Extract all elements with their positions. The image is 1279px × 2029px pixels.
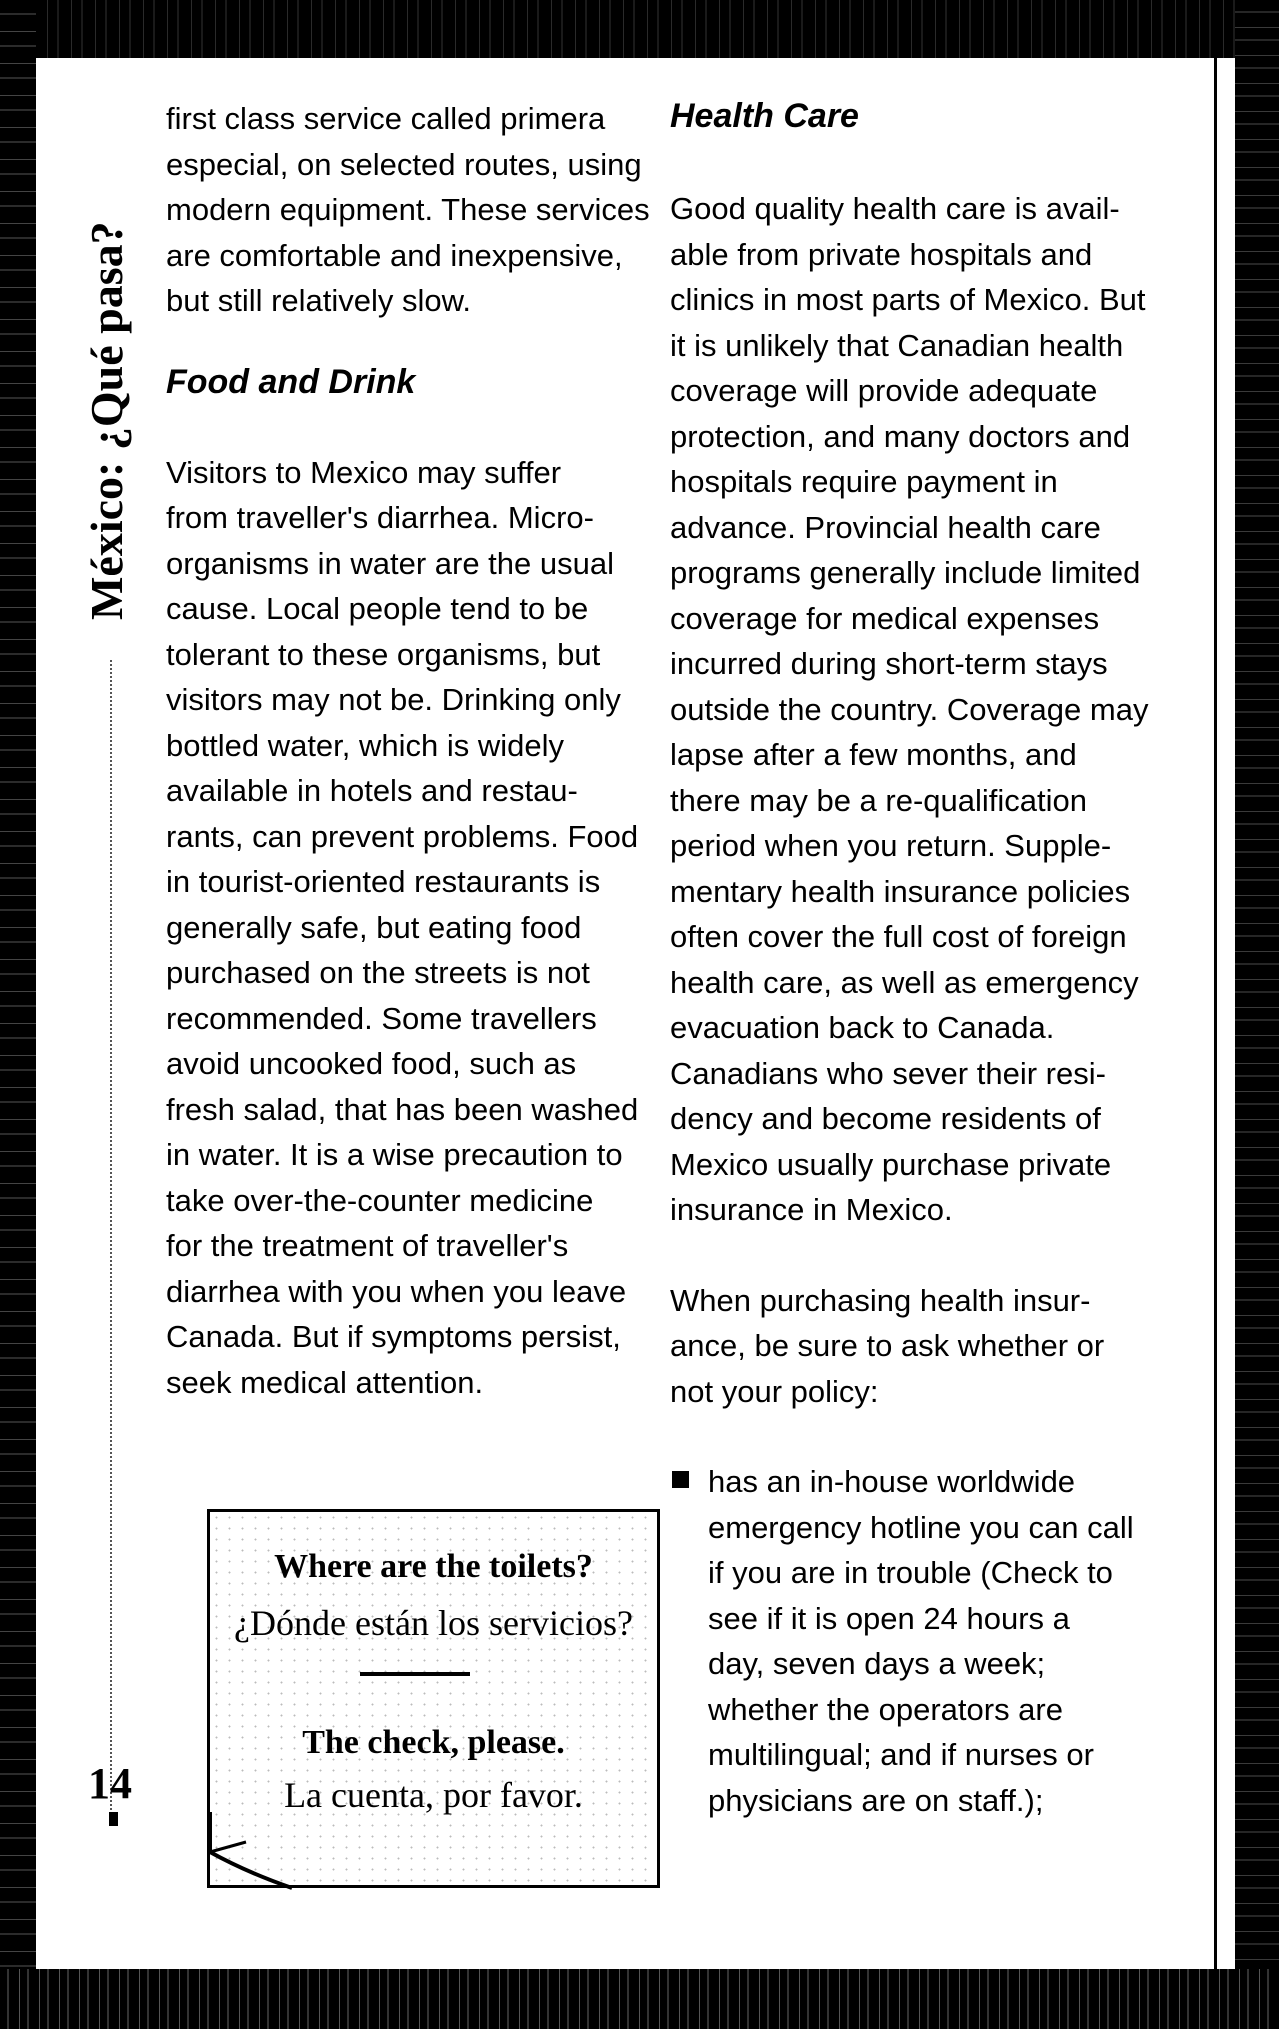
food-drink-heading: Food and Drink xyxy=(166,362,416,401)
phrase-check-spanish: La cuenta, por favor. xyxy=(284,1775,583,1815)
bullet-square-icon xyxy=(672,1471,689,1488)
health-care-paragraph: Good quality health care is avail- able from private hospitals and clinics in most parts of Mexico. But it is unlikely that Canadian health coverage will provide adequate protection, and many doctors and hospitals require payment in advance. Provincial health care programs generally include limited coverage for medical expenses incurred during short-term stays outside the country. Coverage may lapse after a few months, and there may be a re-qualification period when you return. Supple- mentary health insurance policies often cover the full cost of foreign health care, as well as emergency evacuation back to Canada. Canadians who sever their resi- dency and become residents of Mexico usually purchase private insurance in Mexico. xyxy=(670,191,1149,1227)
intro-paragraph: first class service called primera especial, on selected routes, using modern equipment. These services are comfortable and inexpensive, but still relatively slow. xyxy=(166,101,650,318)
margin-dotted-rule xyxy=(110,660,112,1810)
right-column xyxy=(670,96,1170,1823)
scan-border-left xyxy=(0,0,36,2029)
page-number: 14 xyxy=(88,1759,132,1808)
health-care-heading: Health Care xyxy=(670,97,859,135)
phrase-box xyxy=(207,1509,660,1888)
phrase-toilets-spanish: ¿Dónde están los servicios? xyxy=(234,1603,633,1643)
food-drink-paragraph: Visitors to Mexico may suffer from traveller's diarrhea. Micro- organisms in water are the usual cause. Local people tend to be tolerant to these organisms, but visitors may not be. Drinking only bottled water, which is widely available in hotels and restau- rants, can prevent problems. Food in tourist-oriented restaurants is generally safe, but eating food purchased on the streets is not recommended. Some travellers avoid uncooked food, such as fresh salad, that has been washed in water. It is a wise precaution to take over-the-counter medicine for the treatment of traveller's diarrhea with you when you leave Canada. But if symptoms persist, seek medical attention. xyxy=(166,454,639,1400)
insurance-bullet-item xyxy=(670,1459,1170,1823)
phrase-check-english: The check, please. xyxy=(302,1724,565,1761)
phrase-toilets-english: Where are the toilets? xyxy=(274,1548,593,1585)
page-edge-line xyxy=(1214,58,1217,1969)
scan-border-right xyxy=(1235,0,1279,2029)
phrase-divider xyxy=(360,1672,470,1676)
folded-corner-icon xyxy=(206,1812,296,1892)
running-title: México: ¿Qué pasa? xyxy=(81,221,132,620)
scan-border-bottom xyxy=(0,1969,1279,2029)
left-column xyxy=(166,96,686,1405)
scan-border-top xyxy=(0,0,1279,58)
insurance-bullet-text: has an in-house worldwide emergency hotline you can call if you are in trouble (Check to see if it is open 24 hours a day, seven days a week; whether the operators are multilingual; and if nurses or physicians are on staff.); xyxy=(708,1464,1134,1818)
page-number-marker xyxy=(109,1812,118,1826)
insurance-intro-paragraph: When purchasing health insur- ance, be sure to ask whether or not your policy: xyxy=(670,1282,1105,1409)
